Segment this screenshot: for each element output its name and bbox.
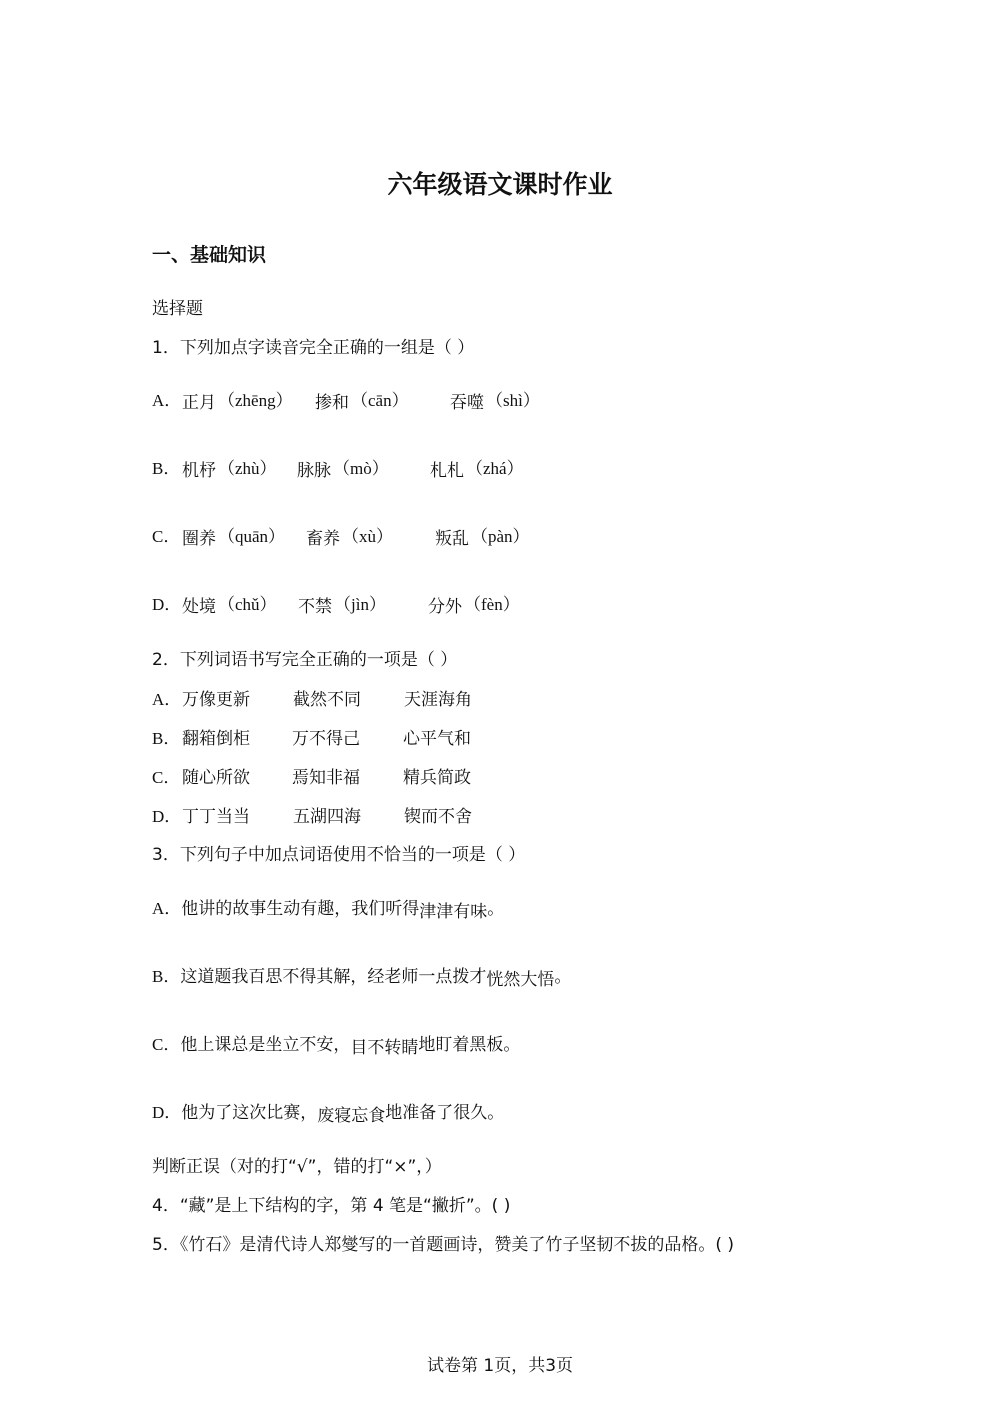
option-word: 截然不同 [293,690,361,710]
option-pinyin: （mò） [333,459,389,478]
option-letter: B． [152,459,181,478]
option-text: 地盯着黑板。 [418,1035,521,1055]
dotted-phrase: 废寝忘食 [317,1106,386,1126]
option-word: 随心所欲 [182,768,250,788]
option-word: 天涯海角 [404,690,472,710]
option-text: 这道题我百思不得其解，经老师一点拨才 [180,967,487,987]
option-pinyin: （xù） [342,527,393,546]
option-word: 丁丁当当 [182,807,250,827]
option-word: 万不得己 [292,729,360,749]
option-word: 吞噬 [450,393,484,413]
question-3-option-a [152,899,505,922]
option-word: 焉知非福 [292,768,360,788]
question-3-option-b [152,967,572,990]
option-word: 处境 [182,597,216,617]
option-word: 万像更新 [182,690,250,710]
question-5: 5．《竹石》是清代诗人郑燮写的一首题画诗，赞美了竹子坚韧不拔的品格。( ) [152,1235,734,1255]
option-letter: D． [152,1103,182,1122]
question-2-stem: 2．下列词语书写完全正确的一项是（ ） [152,650,458,670]
option-pinyin: （shì） [486,391,540,410]
option-pinyin: （quān） [218,527,286,546]
option-pinyin: （zhēng） [218,391,293,410]
option-word: 心平气和 [403,729,471,749]
option-word: 正月 [182,393,216,413]
option-letter: D． [152,807,182,826]
option-word: 锲而不舍 [404,807,472,827]
option-word: 不禁 [298,597,332,617]
question-3-option-c [152,1035,521,1058]
page-footer: 试卷第 1页，共3页 [426,1356,574,1376]
dotted-phrase: 目不转睛 [350,1038,419,1058]
option-letter: C． [152,1035,181,1054]
option-word: 机杼 [182,461,216,481]
judge-section-label: 判断正误（对的打“√”，错的打“×”，） [152,1157,442,1177]
option-word: 脉脉 [297,461,331,481]
option-pinyin: （jìn） [334,595,386,614]
option-pinyin: （chǔ） [218,595,277,614]
option-text: 他为了这次比赛， [181,1103,318,1123]
option-pinyin: （zhù） [218,459,277,478]
page-title: 六年级语文课时作业 [387,170,613,199]
option-letter: D． [152,595,182,614]
option-pinyin: （fèn） [464,595,520,614]
option-word: 翻箱倒柜 [182,729,250,749]
option-text: 。 [554,967,572,987]
option-word: 五湖四海 [293,807,361,827]
option-text: 他讲的故事生动有趣，我们听得 [181,899,420,919]
option-letter: A． [152,391,182,410]
section-heading-basics: 一、基础知识 [152,244,267,266]
choice-section-label: 选择题 [152,299,203,319]
option-letter: B． [152,729,181,748]
option-word: 札札 [430,461,464,481]
option-word: 分外 [428,597,462,617]
option-word: 畜养 [306,529,340,549]
option-pinyin: （pàn） [471,527,530,546]
option-text: 。 [487,899,505,919]
dotted-phrase: 津津有味 [419,902,488,922]
option-pinyin: （zhá） [466,459,524,478]
option-text: 地准备了很久。 [385,1103,505,1123]
option-word: 叛乱 [435,529,469,549]
option-letter: C． [152,527,181,546]
question-4: 4．“藏”是上下结构的字，第 4 笔是“撇折”。( ) [152,1196,511,1216]
option-word: 掺和 [315,393,349,413]
option-word: 精兵简政 [403,768,471,788]
option-text: 他上课总是坐立不安， [180,1035,351,1055]
option-letter: A． [152,899,182,918]
option-letter: C． [152,768,181,787]
option-word: 圈养 [182,529,216,549]
question-3-option-d [152,1103,505,1126]
question-3-stem: 3．下列句子中加点词语使用不恰当的一项是（ ） [152,845,526,865]
option-pinyin: （cān） [351,391,409,410]
question-1-stem: 1．下列加点字读音完全正确的一组是（ ） [152,338,475,358]
dotted-phrase: 恍然大悟 [486,970,555,990]
option-letter: B． [152,967,181,986]
option-letter: A． [152,690,182,709]
